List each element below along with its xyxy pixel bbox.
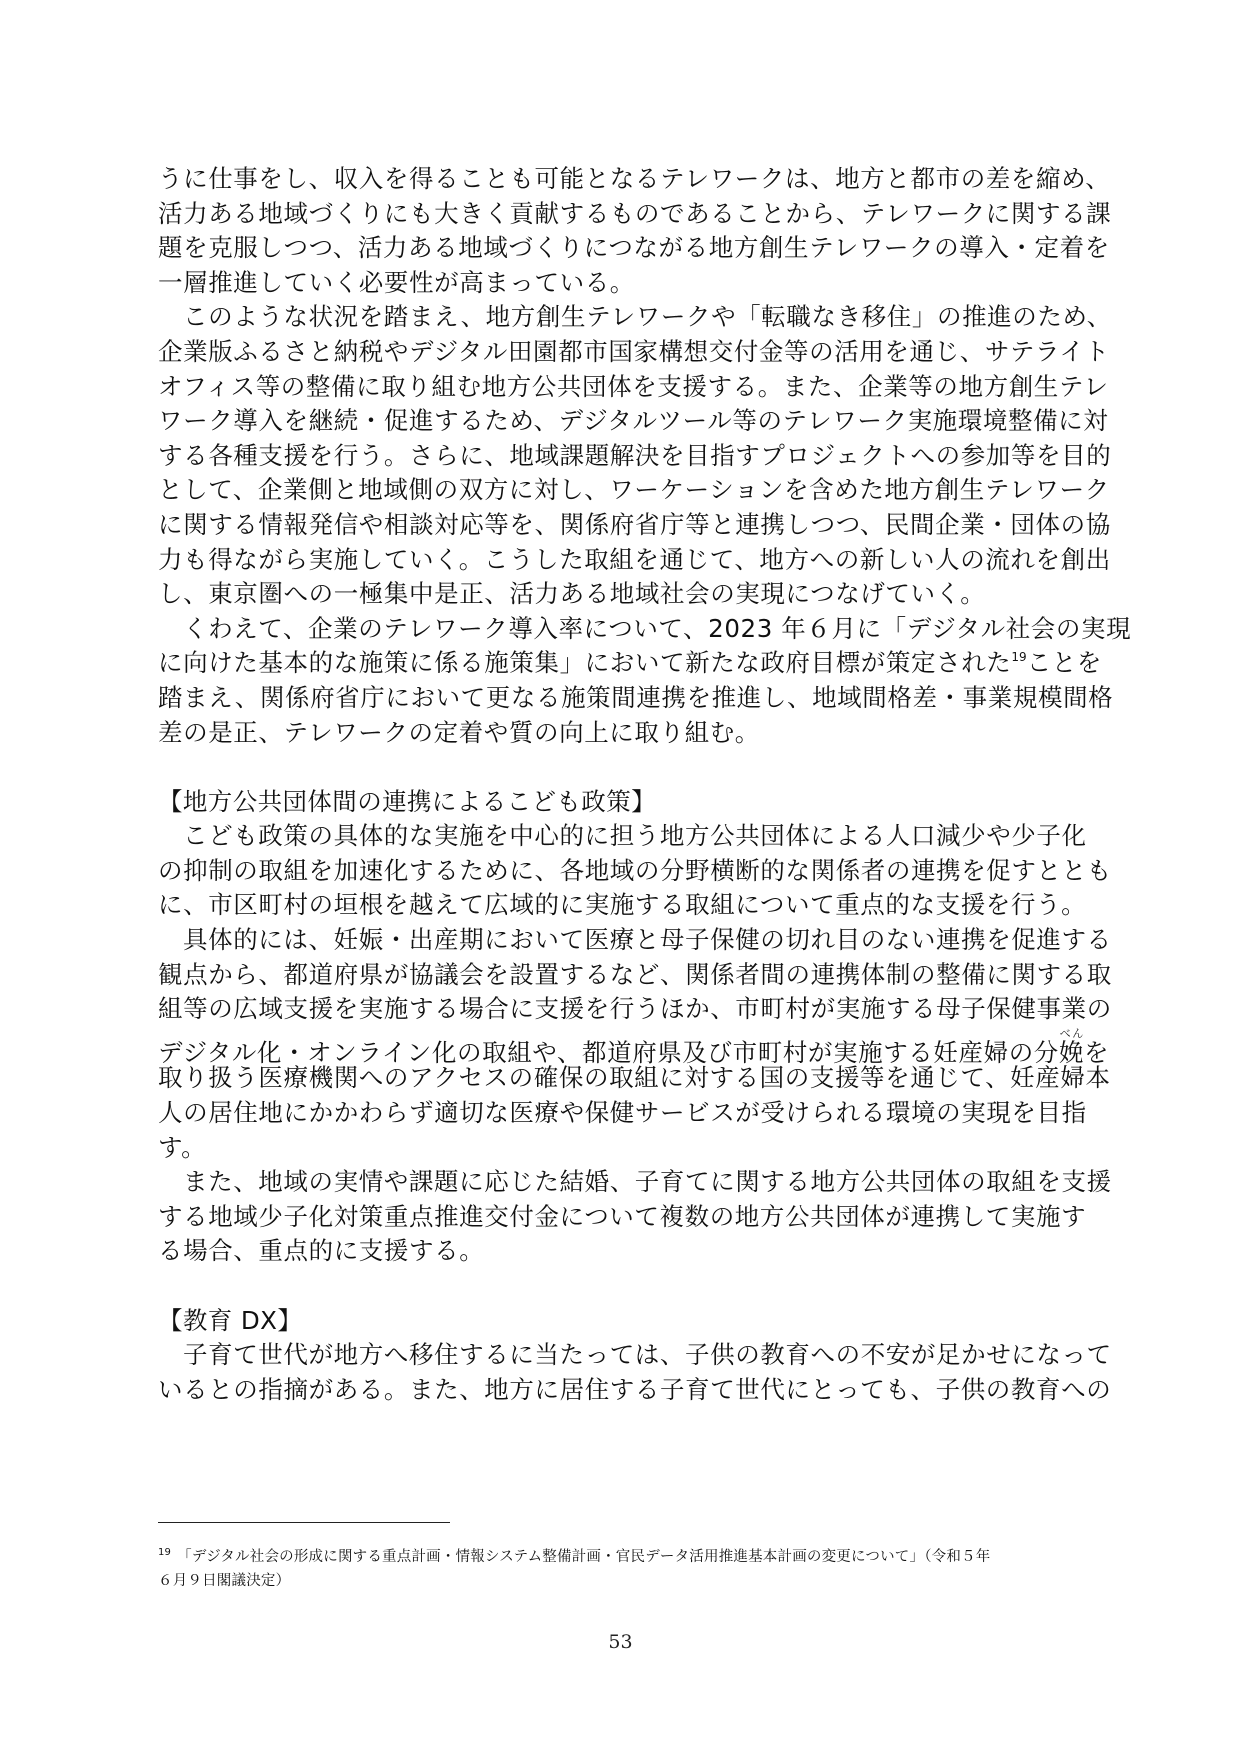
footnote-divider [158, 1522, 450, 1523]
paragraph-gap [158, 750, 1088, 785]
body-line: 題を克服しつつ、活力ある地域づくりにつながる地方創生テレワークの導入・定着を [158, 233, 1110, 263]
body-line: の抑制の取組を加速化するために、各地域の分野横断的な関係者の連携を促すととも [158, 855, 1112, 885]
body-line: する地域少子化対策重点推進交付金について複数の地方公共団体が連携して実施す [158, 1201, 1087, 1231]
body-line: くわえて、企業のテレワーク導入率について、2023 年６月に「デジタル社会の実現 [183, 613, 1132, 643]
body-line-text: デジタル化・オンライン化の取組や、都道府県及び市町村が実施する妊産婦の分 [158, 1037, 1059, 1067]
body-line: また、地域の実情や課題に応じた結婚、子育てに関する地方公共団体の取組を支援 [183, 1167, 1112, 1197]
body-line-text: ことを [1026, 648, 1102, 678]
body-line: し、東京圏への一極集中是正、活力ある地域社会の実現につなげていく。 [158, 579, 986, 609]
body-line: こども政策の具体的な実施を中心的に担う地方公共団体による人口減少や少子化 [183, 821, 1087, 851]
body-line: に、市区町村の垣根を越えて広域的に実施する取組について重点的な支援を行う。 [158, 890, 1087, 920]
body-line: うに仕事をし、収入を得ることも可能となるテレワークは、地方と都市の差を縮め、 [158, 164, 1111, 193]
body-line: 観点から、都道府県が協議会を設置するなど、関係者間の連携体制の整備に関する取 [158, 959, 1112, 989]
body-line: 差の是正、テレワークの定着や質の向上に取り組む。 [158, 717, 760, 747]
body-line-text: を [1084, 1037, 1110, 1067]
footnote-line: ６月９日閣議決定） [158, 1573, 291, 1589]
body-line: 一層推進していく必要性が高まっている。 [158, 267, 635, 297]
body-line-text: に向けた基本的な施策に係る施策集」において新たな政府目標が策定された [158, 648, 1012, 678]
body-line: 活力ある地域づくりにも大きく貢献するものであることから、テレワークに関する課 [158, 198, 1112, 228]
body-line: 具体的には、妊娠・出産期において医療と母子保健の切れ目のない連携を促進する [183, 925, 1112, 955]
ruby-text: べん [1058, 1026, 1084, 1040]
body-line: いるとの指摘がある。また、地方に居住する子育て世代にとっても、子供の教育への [158, 1374, 1112, 1404]
body-line: に関する情報発信や相談対応等を、関係府省庁等と連携しつつ、民間企業・団体の協 [158, 509, 1111, 539]
body-line: 企業版ふるさと納税やデジタル田園都市国家構想交付金等の活用を通じ、サテライト [158, 336, 1110, 366]
body-line: このような状況を踏まえ、地方創生テレワークや「転職なき移住」の推進のため、 [183, 302, 1112, 332]
footnote [158, 1545, 1088, 1593]
body-line-with-ruby [158, 1026, 1110, 1067]
ruby-base: 娩 [1058, 1037, 1085, 1067]
footnote-text: 「デジタル社会の形成に関する重点計画・情報システム整備計画・官民データ活用推進基本計画の変更について」（令和５年 [177, 1549, 991, 1565]
body-line: 子育て世代が地方へ移住するに当たっては、子供の教育への不安が足かせになって [183, 1340, 1112, 1370]
body-line: 力も得ながら実施していく。こうした取組を通じて、地方への新しい人の流れを創出 [158, 544, 1111, 574]
page-number: 53 [608, 1631, 633, 1653]
body-line: 人の居住地にかかわらず適切な医療や保健サービスが受けられる環境の実現を目指 [158, 1098, 1087, 1128]
body-line: 組等の広域支援を実施する場合に支援を行うほか、市町村が実施する母子保健事業の [158, 994, 1112, 1024]
body-line: する各種支援を行う。さらに、地域課題解決を目指すプロジェクトへの参加等を目的 [158, 440, 1112, 470]
section-heading: 【教育 DX】 [158, 1305, 303, 1335]
body-line: る場合、重点的に支援する。 [158, 1236, 485, 1266]
body-line-with-footnote-ref [158, 646, 1102, 681]
footnote-reference[interactable]: 19 [1011, 650, 1027, 665]
footnote-line [158, 1545, 1088, 1569]
body-line: として、企業側と地域側の双方に対し、ワーケーションを含めた地方創生テレワーク [158, 475, 1110, 505]
body-line: ワーク導入を継続・促進するため、デジタルツール等のテレワーク実施環境整備に対 [158, 406, 1109, 436]
body-line: オフィス等の整備に取り組む地方公共団体を支援する。また、企業等の地方創生テレ [158, 371, 1109, 401]
document-body [158, 162, 1132, 1407]
body-line: す。 [158, 1132, 207, 1162]
body-line: 取り扱う医療機関へのアクセスの確保の取組に対する国の支援等を通じて、妊産婦本 [158, 1063, 1111, 1093]
section-heading: 【地方公共団体間の連携によるこども政策】 [158, 786, 656, 816]
body-line: 踏まえ、関係府省庁において更なる施策間連携を推進し、地域間格差・事業規模間格 [158, 682, 1114, 712]
footnote-number: 19 [158, 1547, 172, 1558]
paragraph-gap [158, 1269, 1088, 1304]
